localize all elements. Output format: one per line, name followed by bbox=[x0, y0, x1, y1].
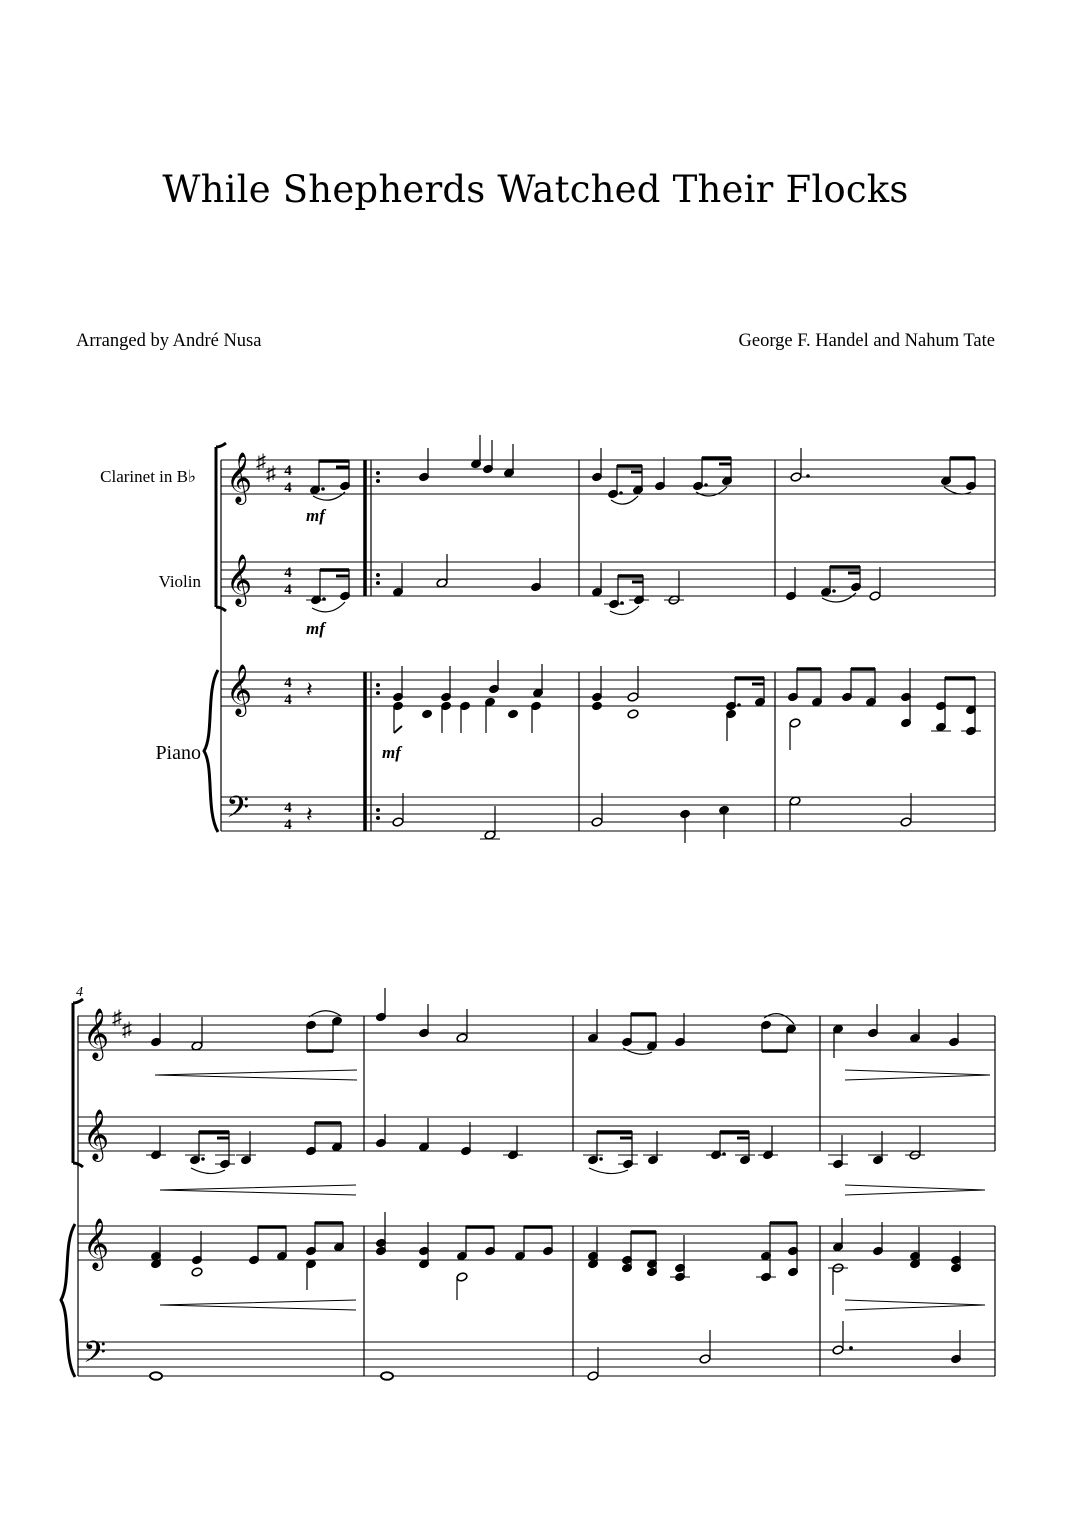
staff-lines bbox=[221, 460, 995, 831]
measure-number: 4 bbox=[76, 985, 83, 1000]
treble-clef-icon: 𝄞 bbox=[83, 1110, 110, 1159]
time-signatures bbox=[284, 463, 292, 833]
score-title: While Shepherds Watched Their Flocks bbox=[162, 168, 909, 211]
composer-credit: George F. Handel and Nahum Tate bbox=[738, 331, 995, 351]
dynamic-mf: mf bbox=[382, 743, 401, 762]
instrument-name-piano: Piano bbox=[155, 742, 201, 764]
notes-clarinet-2 bbox=[151, 988, 960, 1058]
sharp-icon: ♯ bbox=[256, 451, 266, 473]
arranger-credit: Arranged by André Nusa bbox=[76, 331, 262, 351]
system-1 bbox=[100, 435, 995, 843]
treble-clef-icon: 𝄞 bbox=[83, 1219, 110, 1268]
sharp-icon: ♯ bbox=[122, 1019, 132, 1041]
piano-brace bbox=[61, 1224, 75, 1377]
bass-clef-icon: 𝄢 bbox=[226, 791, 250, 831]
quarter-rest-icon: 𝄽 bbox=[306, 802, 313, 827]
notes-violin-2 bbox=[146, 1114, 925, 1169]
quarter-rest-icon: 𝄽 bbox=[306, 677, 313, 702]
notes-piano-lh-1 bbox=[392, 793, 912, 843]
dynamic-mf: mf bbox=[306, 506, 325, 525]
notes-piano-rh-2 bbox=[151, 1212, 962, 1300]
piano-brace bbox=[204, 670, 218, 832]
svg-text:4: 4 bbox=[284, 675, 292, 691]
svg-text:4: 4 bbox=[284, 817, 292, 833]
notes-piano-rh-1 bbox=[393, 660, 981, 750]
dynamic-mf: mf bbox=[306, 619, 325, 638]
barlines bbox=[365, 460, 995, 831]
treble-clef-icon: 𝄞 bbox=[83, 1009, 110, 1058]
treble-clef-icon: 𝄞 bbox=[226, 665, 253, 714]
slurs bbox=[191, 1168, 628, 1174]
bass-clef-icon: 𝄢 bbox=[83, 1336, 107, 1376]
sharp-icon: ♯ bbox=[266, 463, 276, 485]
instrument-name-violin: Violin bbox=[158, 572, 201, 591]
svg-text:4: 4 bbox=[284, 463, 292, 479]
instrument-name-clarinet: Clarinet in B♭ bbox=[100, 467, 196, 486]
svg-text:4: 4 bbox=[284, 800, 292, 816]
sharp-icon: ♯ bbox=[112, 1007, 122, 1029]
treble-clef-icon: 𝄞 bbox=[226, 555, 253, 604]
barlines bbox=[364, 1016, 995, 1376]
svg-text:4: 4 bbox=[284, 480, 292, 496]
system-2 bbox=[61, 985, 995, 1381]
treble-clef-icon: 𝄞 bbox=[226, 453, 253, 502]
notes-piano-lh-2 bbox=[150, 1321, 961, 1381]
svg-text:4: 4 bbox=[284, 565, 292, 581]
svg-text:4: 4 bbox=[284, 582, 292, 598]
svg-text:4: 4 bbox=[284, 692, 292, 708]
repeat-dots bbox=[376, 471, 380, 820]
notes-system-1 bbox=[310, 435, 977, 499]
